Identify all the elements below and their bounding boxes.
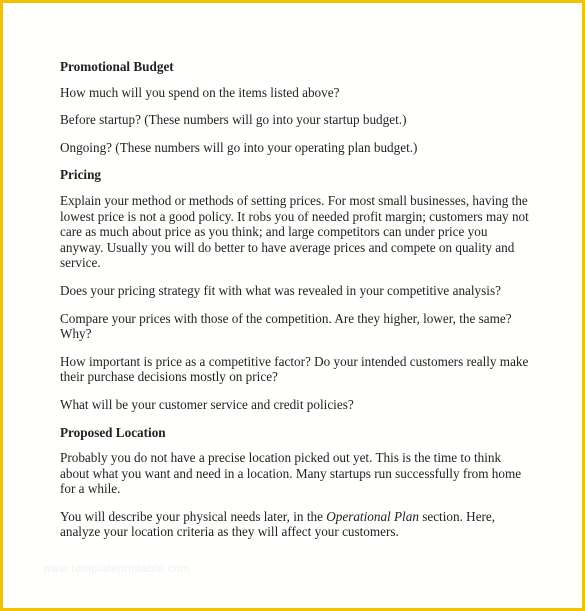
paragraph: Ongoing? (These numbers will go into your operating plan budget.) [60,139,418,155]
section-heading-proposed-location: Proposed Location [60,424,166,440]
paragraph: Before startup? (These numbers will go into your startup budget.) [60,112,407,128]
paragraph-text: You will describe your physical needs later, in the [60,508,327,524]
paragraph-text: section. Here, analyze your location criteria as they will affect your customers. [60,508,496,540]
paragraph: Probably you do not have a precise location picked out yet. This is the time to think about what you want and need in a location. Many startups run successfully from home for a while. [60,450,522,497]
paragraph: What will be your customer service and credit policies? [60,396,354,412]
emphasized-text: Operational Plan [326,508,419,524]
paragraph-with-emphasis [60,509,530,540]
document-body [60,59,530,552]
section-heading-promotional-budget: Promotional Budget [60,59,174,74]
paragraph: How much will you spend on the items listed above? [60,84,340,100]
paragraph: Does your pricing strategy fit with what was revealed in your competitive analysis? [60,282,501,298]
section-heading-pricing: Pricing [60,167,102,183]
paragraph: Explain your method or methods of setting prices. For most small businesses, having the lowest price is not a good policy. It robs you of needed profit margin; customers may not care as much about price as you think; and large competitors can under price you anyway. Usually you will do better to have average prices and compete on quality and service. [60,192,529,271]
paragraph: How important is price as a competitive factor? Do your intended customers really make their purchase decisions mostly on price? [60,353,529,385]
watermark-text: www.templateprintable.com [43,563,191,575]
paragraph: Compare your prices with those of the competition. Are they higher, lower, the same? Why? [60,310,512,342]
